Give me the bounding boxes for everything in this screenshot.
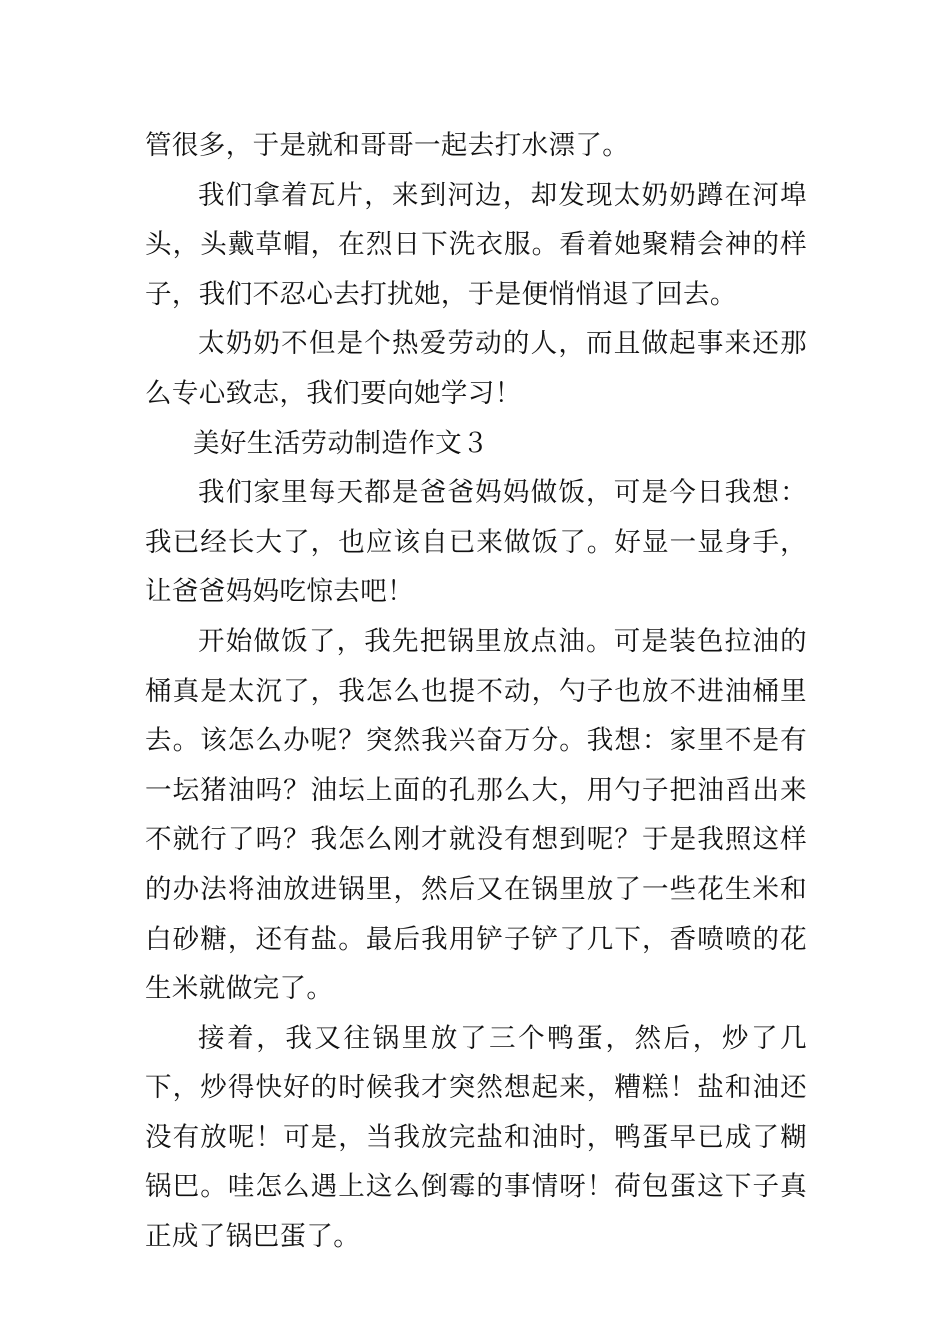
paragraph-4: 我们家里每天都是爸爸妈妈做饭，可是今日我想：我已经长大了，也应该自已来做饭了。好显一显身手，让爸爸妈妈吃惊去吧！ xyxy=(145,477,807,608)
section-heading: 美好生活劳动制造作文３ xyxy=(193,427,489,459)
paragraph-1: 管很多，于是就和哥哥一起去打水漂了。 xyxy=(145,130,630,161)
paragraph-2: 我们拿着瓦片，来到河边，却发现太奶奶蹲在河埠头，头戴草帽，在烈日下洗衣服。看着她聚精会神的样子，我们不忍心去打扰她，于是便悄悄退了回去。 xyxy=(145,179,807,310)
paragraph-5: 开始做饭了，我先把锅里放点油。可是装色拉油的桶真是太沉了，我怎么也提不动，勺子也放不进油桶里去。该怎么办呢？突然我兴奋万分。我想：家里不是有一坛猪油吗？油坛上面的孔那么大，用勺子把油舀出来不就行了吗？我怎么刚才就没有想到呢？于是我照这样的办法将油放进锅里，然后又在锅里放了一些花生米和白砂糖，还有盐。最后我用铲子铲了几下，香喷喷的花生米就做完了。 xyxy=(145,625,807,1005)
paragraph-3: 太奶奶不但是个热爱劳动的人，而且做起事来还那么专心致志，我们要向她学习！ xyxy=(145,328,807,409)
document-page xyxy=(145,121,807,1262)
paragraph-6: 接着，我又往锅里放了三个鸭蛋，然后，炒了几下，炒得快好的时候我才突然想起来，糟糕！盐和油还没有放呢！可是，当我放完盐和油时，鸭蛋早已成了糊锅巴。哇怎么遇上这么倒霉的事情呀！荷包蛋这下子真正成了锅巴蛋了。 xyxy=(145,1022,807,1253)
